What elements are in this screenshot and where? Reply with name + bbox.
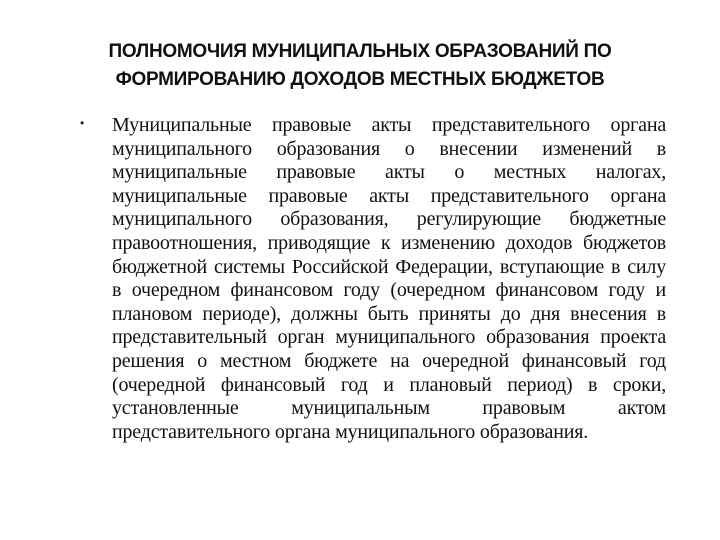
bullet-marker: • <box>80 116 85 130</box>
bullet-list <box>80 114 666 444</box>
title-line-1: ПОЛНОМОЧИЯ МУНИЦИПАЛЬНЫХ ОБРАЗОВАНИЙ ПО <box>108 41 612 62</box>
slide-title <box>40 38 680 94</box>
title-line-2: ФОРМИРОВАНИЮ ДОХОДОВ МЕСТНЫХ БЮДЖЕТОВ <box>115 69 605 90</box>
bullet-paragraph: Муниципальные правовые акты представительного органа муниципального образования о внесении изменений в муниципальные правовые акты о местных налогах, муниципальные правовые акты представительного органа муниципального образования, регулирующие бюджетные правоотношения, приводящие к изменению доходов бюджетов бюджетной системы Российской Федерации, вступающие в силу в очередном финансовом году (очередном финансовом году и плановом периоде), должны быть приняты до дня внесения в представительный орган муниципального образования проекта решения о местном бюджете на очередной финансовый год (очередной финансовый год и плановый период) в сроки, установленные муниципальным правовым актом представительного органа муниципального образования. <box>112 114 666 443</box>
